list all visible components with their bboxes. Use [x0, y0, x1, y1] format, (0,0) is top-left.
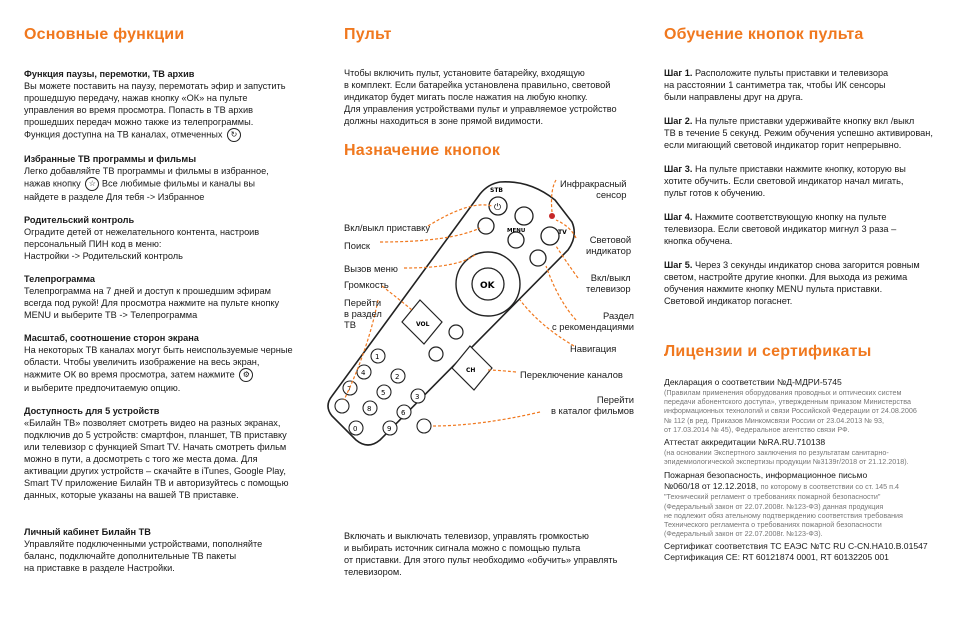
- text-line: [24, 128, 314, 142]
- text-line: [664, 163, 944, 175]
- step-label: Шаг 4.: [664, 212, 693, 222]
- callout-text: Перейти: [344, 297, 382, 308]
- accreditation-title: Аттестат аккредитации №RA.RU.710138: [664, 437, 826, 448]
- text-line: Настройки -> Родительский контроль: [24, 251, 183, 261]
- text-span: Функция доступна на ТВ каналах, отмеченных: [24, 129, 223, 140]
- text-line: На некоторых ТВ каналах могут быть неиспользуемые черные: [24, 345, 293, 355]
- text-line: области. Чтобы увеличить изображение на весь экран,: [24, 357, 260, 367]
- text-line: от приставки. Для этого пульт необходимо «обучить» управлять: [344, 555, 618, 565]
- text-line: на расстоянии 1 сантиметра так, чтобы ИК сенсоры: [664, 80, 886, 90]
- text-line: Для управления устройствами пульт и управляемое устройство: [344, 104, 617, 114]
- small-text: (Федеральный закон от 22.07.2008г. №123-ФЗ) данная продукция: [664, 501, 884, 511]
- section-aspect-ratio: [24, 333, 314, 394]
- callout-text: ТВ: [344, 319, 356, 330]
- digit-label: 7: [347, 385, 352, 393]
- digit-label: 5: [381, 389, 386, 397]
- fire-safety-block: [664, 470, 944, 538]
- tv-section-button: [335, 399, 349, 413]
- back-button: [449, 325, 463, 339]
- callout-text: с рекомендациями: [551, 321, 634, 332]
- settings-gear-icon: ⚙: [239, 368, 253, 382]
- small-text: Технического регламента о требованиях пожарной безопасности: [664, 520, 882, 530]
- text-line: или телевизор с функцией Smart TV. Начать смотреть фильм: [24, 442, 287, 452]
- text-span: На пульте приставки нажмите кнопку, которую вы: [694, 164, 906, 174]
- text-line: [24, 368, 314, 382]
- text-line: «Билайн ТВ» позволяет смотреть видео на разных экранах,: [24, 418, 281, 428]
- text-line: подключив до 5 устройств: смартфон, планшет, ТВ приставку: [24, 430, 287, 440]
- menu-label: MENU: [507, 228, 526, 234]
- small-text: "Технический регламент о требованиях пожарной безопасности": [664, 492, 881, 502]
- step-3: [664, 163, 944, 199]
- fire-safety-title: Пожарная безопасность, информационное письмо: [664, 470, 868, 481]
- section-heading: Избранные ТВ программы и фильмы: [24, 154, 197, 164]
- small-text: (на основании Экспертного заключения по результатам санитарно-: [664, 448, 889, 458]
- callout-text: в каталог фильмов: [550, 405, 634, 416]
- text-line: Smart TV приложение Билайн ТВ и авторизуйтесь с помощью: [24, 478, 289, 488]
- callout-channels: Переключение каналов: [520, 369, 623, 380]
- text-line: и выберите предпочитаемую опцию.: [24, 383, 181, 393]
- text-line: светом, настройте другие кнопки. Для выхода из режима: [664, 272, 908, 282]
- callout-navigation: Навигация: [570, 343, 617, 354]
- digit-label: 8: [367, 405, 372, 413]
- small-text: не подлежит обяз ательному подтверждению соответствия требования: [664, 510, 903, 520]
- accreditation-block: [664, 437, 944, 466]
- text-line: всегда под рукой! Для просмотра нажмите на пульте кнопку: [24, 298, 280, 308]
- small-text: (Федеральный закон от 22.07.2008г. №123-ФЗ).: [664, 529, 823, 539]
- declaration-block: [664, 377, 944, 434]
- remote-intro: [344, 67, 634, 127]
- section-pause-rewind: [24, 69, 314, 142]
- column-remote: [344, 26, 634, 160]
- text-line: индикатор будет мигать после нажатия на любую кнопку.: [344, 92, 588, 102]
- ok-label: OK: [480, 281, 495, 291]
- text-span: нажав кнопку: [24, 178, 81, 189]
- section-favorites: [24, 154, 314, 203]
- catalog-button: [417, 419, 431, 433]
- text-span: Через 3 секунды индикатор снова загорится ровным: [694, 260, 920, 270]
- text-line: в комплект. Если батарейка установлена правильно, световой: [344, 80, 611, 90]
- text-line: [664, 211, 944, 223]
- learning-title: Обучение кнопок пульта: [664, 26, 864, 43]
- callout-ir-sensor: [560, 178, 626, 200]
- text-line: активации других устройств – скачайте в iTunes, Google Play,: [24, 466, 286, 476]
- text-span: Все любимые фильмы и каналы вы: [101, 178, 256, 189]
- text-line: прошедших передач можно также из телепрограммы.: [24, 117, 254, 127]
- rewind-icon: ↻: [227, 128, 241, 142]
- text-line: Оградите детей от нежелательного контента, настроив: [24, 227, 260, 237]
- step-label: Шаг 3.: [664, 164, 693, 174]
- callout-text: Световой: [589, 234, 632, 245]
- step-4: [664, 211, 944, 247]
- digit-label: 4: [361, 369, 366, 377]
- menu-button: [508, 232, 524, 248]
- callout-text: сенсор: [596, 189, 627, 200]
- section-five-devices: [24, 406, 314, 501]
- tv-power-button: [541, 227, 559, 245]
- text-line: на приставке в разделе Настройки.: [24, 563, 175, 573]
- text-line: найдете в разделе Для тебя -> Избранное: [24, 192, 205, 202]
- power-icon: ⏻: [494, 203, 502, 213]
- mute-button: [429, 347, 443, 361]
- certificate-eac: Сертификат соответствия ТС ЕАЭС №ТС RU C-CN.HA10.B.01547: [664, 541, 928, 552]
- section-heading: Масштаб, соотношение сторон экрана: [24, 333, 199, 343]
- licenses-title: Лицензии и сертификаты: [664, 343, 872, 360]
- text-line: прошедшую передачу, нажав кнопку «ОК» на пульте: [24, 93, 248, 103]
- step-label: Шаг 1.: [664, 68, 693, 78]
- callout-tv-section: [344, 297, 382, 330]
- small-text: информационных технологий и связи Российской Федерации от 24.08.2006: [664, 406, 917, 416]
- text-line: Телепрограмма на 7 дней и доступ к прошедшим эфирам: [24, 286, 271, 296]
- text-line: должны находиться в зоне прямой видимости.: [344, 116, 544, 126]
- text-span: Расположите пульты приставки и телевизора: [694, 68, 889, 78]
- step-label: Шаг 2.: [664, 116, 693, 126]
- text-line: пульт готов к обучению.: [664, 188, 766, 198]
- callout-recommend: [544, 310, 634, 332]
- section-parental-control: [24, 215, 314, 262]
- declaration-title: Декларация о соответствии №Д-МДРИ-5745: [664, 377, 842, 387]
- star-icon: ☆: [85, 177, 99, 191]
- section-tv-guide: [24, 274, 314, 321]
- main-functions-title: Основные функции: [24, 26, 185, 43]
- callout-text: Перейти: [596, 394, 634, 405]
- text-line: были направлены друг на друга.: [664, 92, 804, 102]
- text-line: персональный ПИН код в меню:: [24, 239, 162, 249]
- digit-label: 9: [387, 425, 392, 433]
- text-span: Нажмите соответствующую кнопку на пульте: [694, 212, 887, 222]
- text-line: Управляйте подключенными устройствами, пополняйте: [24, 539, 263, 549]
- text-line: Легко добавляйте ТВ программы и фильмы в избранное,: [24, 166, 269, 176]
- callout-text: Вкл/выкл: [590, 272, 631, 283]
- certificate-ce: Сертификация CE: RT 60121874 0001, RT 60132205 001: [664, 552, 889, 563]
- section-heading: Доступность для 5 устройств: [24, 406, 160, 416]
- section-personal-account: [24, 527, 314, 574]
- callout-catalog: [544, 394, 634, 416]
- column-main-functions: [24, 26, 314, 574]
- step-2: [664, 115, 944, 151]
- ch-label: CH: [466, 367, 476, 374]
- text-line: если мигающий световой индикатор горит непрерывно.: [664, 140, 902, 150]
- callout-text: в раздел: [344, 308, 382, 319]
- section-heading: Личный кабинет Билайн ТВ: [24, 527, 151, 537]
- digit-label: 3: [415, 393, 420, 401]
- callout-volume: Громкость: [344, 279, 389, 290]
- text-line: данных, которые указаны на вашей ТВ приставке.: [24, 490, 239, 500]
- search-button: [478, 218, 494, 234]
- text-line: ТВ в течение 5 секунд. Режим обучения успешно активирован,: [664, 128, 933, 138]
- callout-led: [586, 234, 631, 256]
- section-heading: Телепрограмма: [24, 274, 95, 284]
- stb-label: STB: [490, 187, 503, 194]
- text-span: нажмите ОК во время просмотра, затем нажмите: [24, 369, 235, 380]
- text-line: телевизором.: [344, 567, 402, 577]
- small-text: передачи абонентского доступа», утвержденным приказом Министерства: [664, 397, 912, 407]
- text-line: [24, 177, 314, 191]
- section-heading: Функция паузы, перемотки, ТВ архив: [24, 69, 195, 79]
- text-line: управления во время просмотра. Попасть в ТВ архив: [24, 105, 253, 115]
- text-line: [664, 259, 944, 271]
- callout-power-tv: [586, 272, 631, 294]
- callout-text: Раздел: [603, 310, 634, 321]
- fire-letter-number: №060/18 от 12.12.2018,: [664, 481, 759, 492]
- text-line: Световой индикатор погаснет.: [664, 296, 793, 306]
- remote-title: Пульт: [344, 26, 392, 43]
- buttons-purpose-title: Назначение кнопок: [344, 142, 501, 159]
- vol-label: VOL: [416, 321, 430, 328]
- callout-text: Инфракрасный: [560, 178, 627, 189]
- small-text: № 112 (в ред. Приказов Минкомсвязи России от 23.04.2013 № 93,: [664, 415, 884, 425]
- text-line: [664, 115, 944, 127]
- section-heading: Родительский контроль: [24, 215, 135, 225]
- navigation-ring: [456, 252, 520, 316]
- recommend-button: [530, 250, 546, 266]
- callout-text: индикатор: [586, 245, 632, 256]
- text-line: баланс, подключайте дополнительные ТВ пакеты: [24, 551, 237, 561]
- remote-outro: [344, 530, 634, 578]
- text-span: На пульте приставки удерживайте кнопку вкл /выкл: [694, 116, 915, 126]
- text-line: хотите обучить. Если световой индикатор начал мигать,: [664, 176, 904, 186]
- column-learning: [664, 26, 944, 563]
- callout-search: Поиск: [344, 240, 370, 251]
- digit-label: 2: [395, 373, 400, 381]
- step-1: [664, 67, 944, 103]
- text-line: телевизора. Если световой индикатор мигнул 3 раза –: [664, 224, 897, 234]
- small-text: (Правилам применения оборудования проводных и оптических систем: [664, 388, 902, 397]
- step-5: [664, 259, 944, 307]
- text-line: [664, 67, 944, 79]
- text-line: кнопка обучена.: [664, 236, 733, 246]
- digit-label: 6: [401, 409, 406, 417]
- digit-label: 1: [375, 353, 380, 361]
- text-line: [664, 481, 944, 492]
- text-line: можно в пути, а досмотреть с того же места дома. Для: [24, 454, 258, 464]
- text-line: Включать и выключать телевизор, управлять громкостью: [344, 531, 589, 541]
- text-line: Чтобы включить пульт, установите батарейку, входящую: [344, 68, 585, 78]
- led-indicator: [549, 213, 555, 219]
- callout-watch-tv: Вызов меню: [344, 263, 398, 274]
- callout-power-stb: Вкл/выкл приставку: [344, 222, 431, 233]
- callout-text: телевизор: [586, 283, 631, 294]
- digit-label: 0: [353, 425, 358, 433]
- certificates-block: [664, 541, 944, 563]
- watch-tv-button: [515, 207, 533, 225]
- text-line: обучения нажмите кнопку MENU пульта приставки.: [664, 284, 883, 294]
- small-text: по которому в соответствии со ст. 145 п.4: [760, 482, 900, 492]
- step-label: Шаг 5.: [664, 260, 693, 270]
- small-text: эпидемиологической экспертизы продукции №3139г/2018 от 21.12.2018).: [664, 457, 909, 467]
- text-line: и выбирать источник сигнала можно с помощью пульта: [344, 543, 581, 553]
- text-line: MENU и выберите ТВ -> Телепрограмма: [24, 310, 198, 320]
- tv-label: TV: [558, 229, 567, 236]
- text-line: Вы можете поставить на паузу, перемотать эфир и запустить: [24, 81, 286, 91]
- small-text: от 17.03.2014 № 45), Федеральное агентство связи РФ.: [664, 424, 850, 434]
